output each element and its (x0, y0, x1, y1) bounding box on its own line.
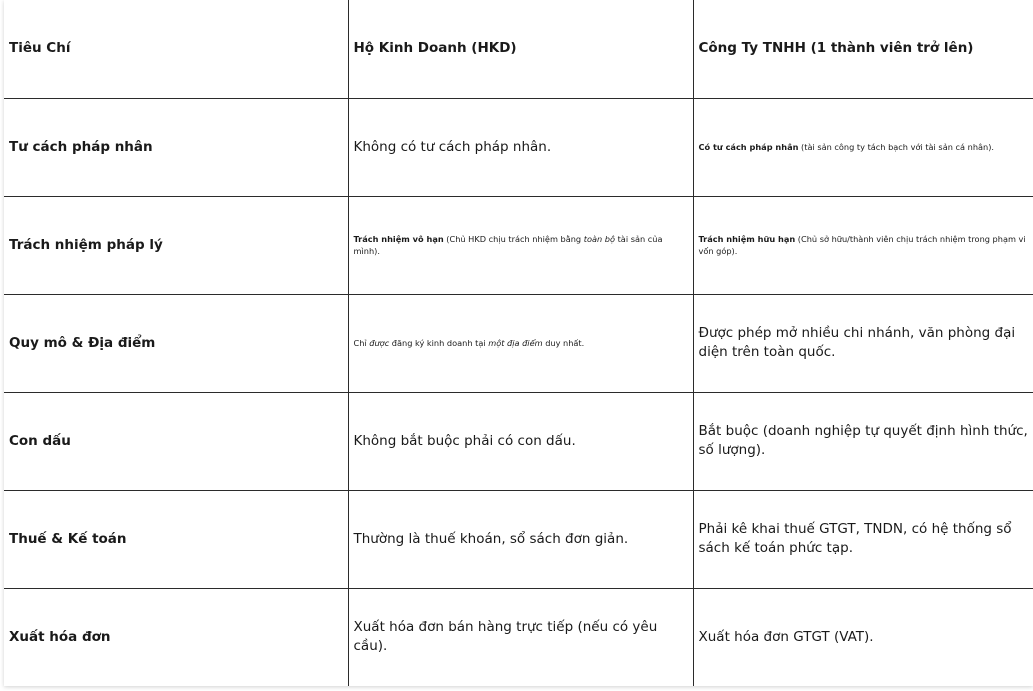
italic-text: một địa điểm (488, 338, 543, 348)
row-hkd-value: Không bắt buộc phải có con dấu. (348, 392, 693, 490)
row-tnhh-value (693, 98, 1033, 196)
row-criterion: Xuất hóa đơn (4, 588, 348, 686)
plain-text: (Chủ sở hữu/thành viên chịu trách nhiệm trong phạm vi vốn góp). (698, 234, 1026, 256)
row-hkd-value: Không có tư cách pháp nhân. (348, 98, 693, 196)
row-hkd-value: Xuất hóa đơn bán hàng trực tiếp (nếu có yêu cầu). (348, 588, 693, 686)
plain-text: tài sản của mình). (353, 234, 663, 256)
row-hkd-value: Thường là thuế khoán, sổ sách đơn giản. (348, 490, 693, 588)
table-row (4, 196, 1033, 294)
plain-text: đăng ký kinh doanh tại (389, 338, 489, 348)
row-tnhh-value (693, 196, 1033, 294)
header-tnhh: Công Ty TNHH (1 thành viên trở lên) (693, 0, 1033, 98)
plain-text: (tài sản công ty tách bạch với tài sản cá nhân). (798, 142, 995, 152)
table-row (4, 294, 1033, 392)
bold-text: Trách nhiệm hữu hạn (698, 234, 796, 244)
bold-text: Trách nhiệm vô hạn (353, 234, 444, 244)
row-criterion: Tư cách pháp nhân (4, 98, 348, 196)
table-row (4, 392, 1033, 490)
plain-text: Chỉ (353, 338, 370, 348)
row-criterion: Thuế & Kế toán (4, 490, 348, 588)
header-criterion: Tiêu Chí (4, 0, 348, 98)
plain-text: duy nhất. (542, 338, 585, 348)
row-hkd-value (348, 294, 693, 392)
bold-text: Có tư cách pháp nhân (698, 142, 799, 152)
row-criterion: Con dấu (4, 392, 348, 490)
italic-text: toàn bộ (583, 234, 615, 244)
table-row (4, 98, 1033, 196)
row-criterion: Trách nhiệm pháp lý (4, 196, 348, 294)
plain-text: (Chủ HKD chịu trách nhiệm bằng (443, 234, 584, 244)
header-hkd: Hộ Kinh Doanh (HKD) (348, 0, 693, 98)
italic-text: được (369, 338, 390, 348)
row-hkd-value (348, 196, 693, 294)
row-tnhh-value: Phải kê khai thuế GTGT, TNDN, có hệ thống sổ sách kế toán phức tạp. (693, 490, 1033, 588)
comparison-table (4, 0, 1033, 686)
table-header-row (4, 0, 1033, 98)
table-row (4, 490, 1033, 588)
row-tnhh-value: Được phép mở nhiều chi nhánh, văn phòng đại diện trên toàn quốc. (693, 294, 1033, 392)
row-tnhh-value: Xuất hóa đơn GTGT (VAT). (698, 628, 874, 645)
row-criterion: Quy mô & Địa điểm (4, 294, 348, 392)
comparison-table-frame (4, 0, 1033, 686)
table-row (4, 588, 1033, 686)
row-tnhh-value: Bắt buộc (doanh nghiệp tự quyết định hình thức, số lượng). (693, 392, 1033, 490)
